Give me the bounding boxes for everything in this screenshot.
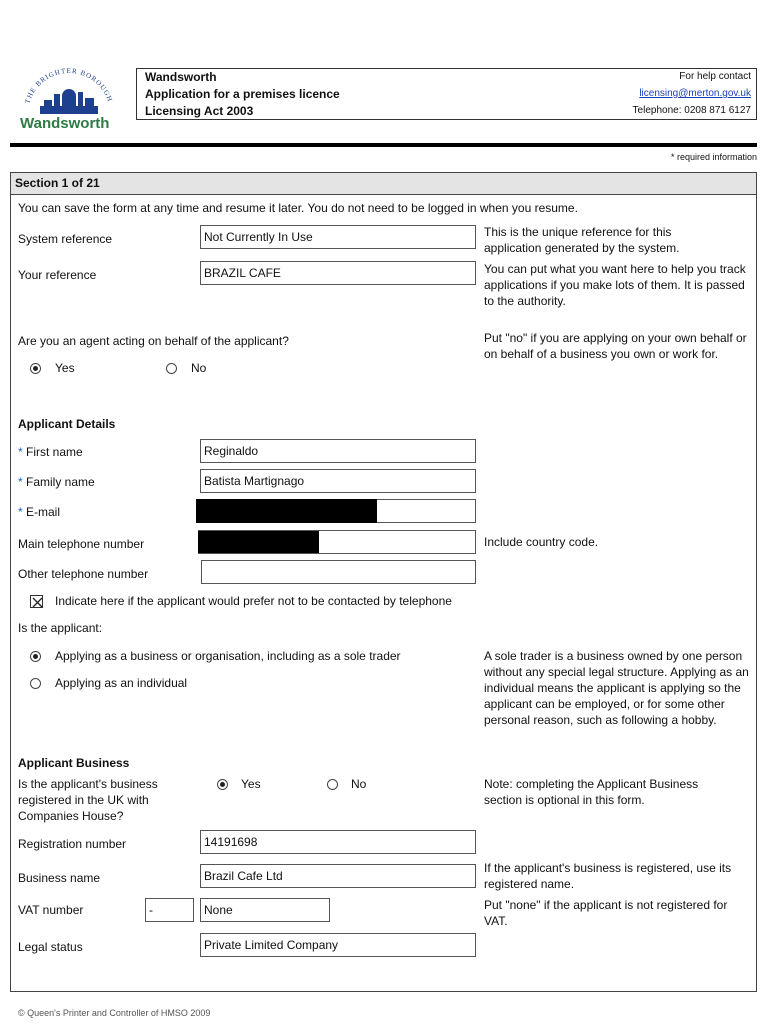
reg-number-input[interactable]: 14191698 [200,830,476,854]
required-star: * [18,505,23,519]
applicant-type-help: A sole trader is a business owned by one person without any special legal structure. Applying as an individual means the applicant is applying so the applicant can be employed, or for some other personal reason, such as following a hobby. [484,649,749,727]
main-phone-redaction [198,531,319,553]
no-contact-checkbox[interactable] [30,595,43,608]
is-applicant-label: Is the applicant: [18,621,103,635]
agent-no-label: No [191,361,207,375]
your-ref-input[interactable]: BRAZIL CAFE [200,261,476,285]
other-phone-input[interactable] [201,560,476,584]
family-name-label-text: Family name [26,475,95,489]
logo-arc-text: THE BRIGHTER BOROUGH [23,66,115,105]
first-name-label [18,445,83,459]
email-label [18,505,60,519]
business-name-help: If the applicant's business is registered, use its registered name. [484,861,732,891]
family-name-label [18,475,95,489]
vat-help: Put "none" if the applicant is not registered for VAT. [484,898,728,928]
main-phone-help: Include country code. [484,535,599,549]
act-name: Licensing Act 2003 [145,104,254,118]
business-option-radio[interactable] [30,651,41,662]
agent-question: Are you an agent acting on behalf of the applicant? [18,334,289,348]
system-ref-input[interactable]: Not Currently In Use [200,225,476,249]
legal-status-label: Legal status [18,940,83,954]
required-star: * [18,475,23,489]
individual-option-radio[interactable] [30,678,41,689]
required-note: * required information [670,152,757,162]
registered-yes-label: Yes [241,777,261,791]
agent-yes-label: Yes [55,361,75,375]
header-divider [10,143,757,147]
system-ref-label: System reference [18,232,113,246]
main-phone-label: Main telephone number [18,537,145,551]
required-star: * [18,445,23,459]
vat-label: VAT number [18,903,84,917]
vat-number-input[interactable]: None [200,898,330,922]
help-phone: Telephone: 0208 871 6127 [632,105,751,116]
agent-no-radio[interactable] [166,363,177,374]
business-heading: Applicant Business [18,756,130,770]
registered-no-radio[interactable] [327,779,338,790]
vat-prefix-input[interactable]: - [145,898,194,922]
registered-yes-radio[interactable] [217,779,228,790]
form-title: Application for a premises licence [145,87,340,101]
business-name-label: Business name [18,871,101,885]
family-name-input[interactable]: Batista Martignago [200,469,476,493]
legal-status-input[interactable]: Private Limited Company [200,933,476,957]
section-intro: You can save the form at any time and resume it later. You do not need to be logged in when you resume. [18,201,578,215]
email-redaction [196,499,377,523]
individual-option-label: Applying as an individual [55,676,188,690]
registered-question: Is the applicant's business registered in the UK with Companies House? [18,777,158,823]
council-logo [14,66,124,136]
registered-no-label: No [351,777,367,791]
reg-number-label: Registration number [18,837,127,851]
applicant-heading: Applicant Details [18,417,116,431]
council-name: Wandsworth [145,70,217,84]
other-phone-label: Other telephone number [18,567,149,581]
business-note: Note: completing the Applicant Business section is optional in this form. [484,777,699,807]
email-label-text: E-mail [26,505,61,519]
help-email-link[interactable]: licensing@merton.gov.uk [639,88,751,99]
your-ref-label: Your reference [18,268,97,282]
agent-help: Put "no" if you are applying on your own behalf or on behalf of a business you own or work for. [484,331,747,361]
business-name-input[interactable]: Brazil Cafe Ltd [200,864,476,888]
business-option-label: Applying as a business or organisation, including as a sole trader [55,649,401,663]
header-box [136,68,757,120]
logo-wordmark: Wandsworth [20,115,110,132]
system-ref-help: This is the unique reference for this application generated by the system. [484,225,680,255]
first-name-input[interactable]: Reginaldo [200,439,476,463]
section-title: Section 1 of 21 [11,173,756,195]
copyright-footer: © Queen's Printer and Controller of HMSO 2009 [18,1008,211,1018]
no-contact-label: Indicate here if the applicant would prefer not to be contacted by telephone [55,594,452,608]
agent-yes-radio[interactable] [30,363,41,374]
first-name-label-text: First name [26,445,83,459]
help-label: For help contact [679,71,751,82]
your-ref-help: You can put what you want here to help you track applications if you make lots of them. It is passed to the authority. [484,262,746,308]
